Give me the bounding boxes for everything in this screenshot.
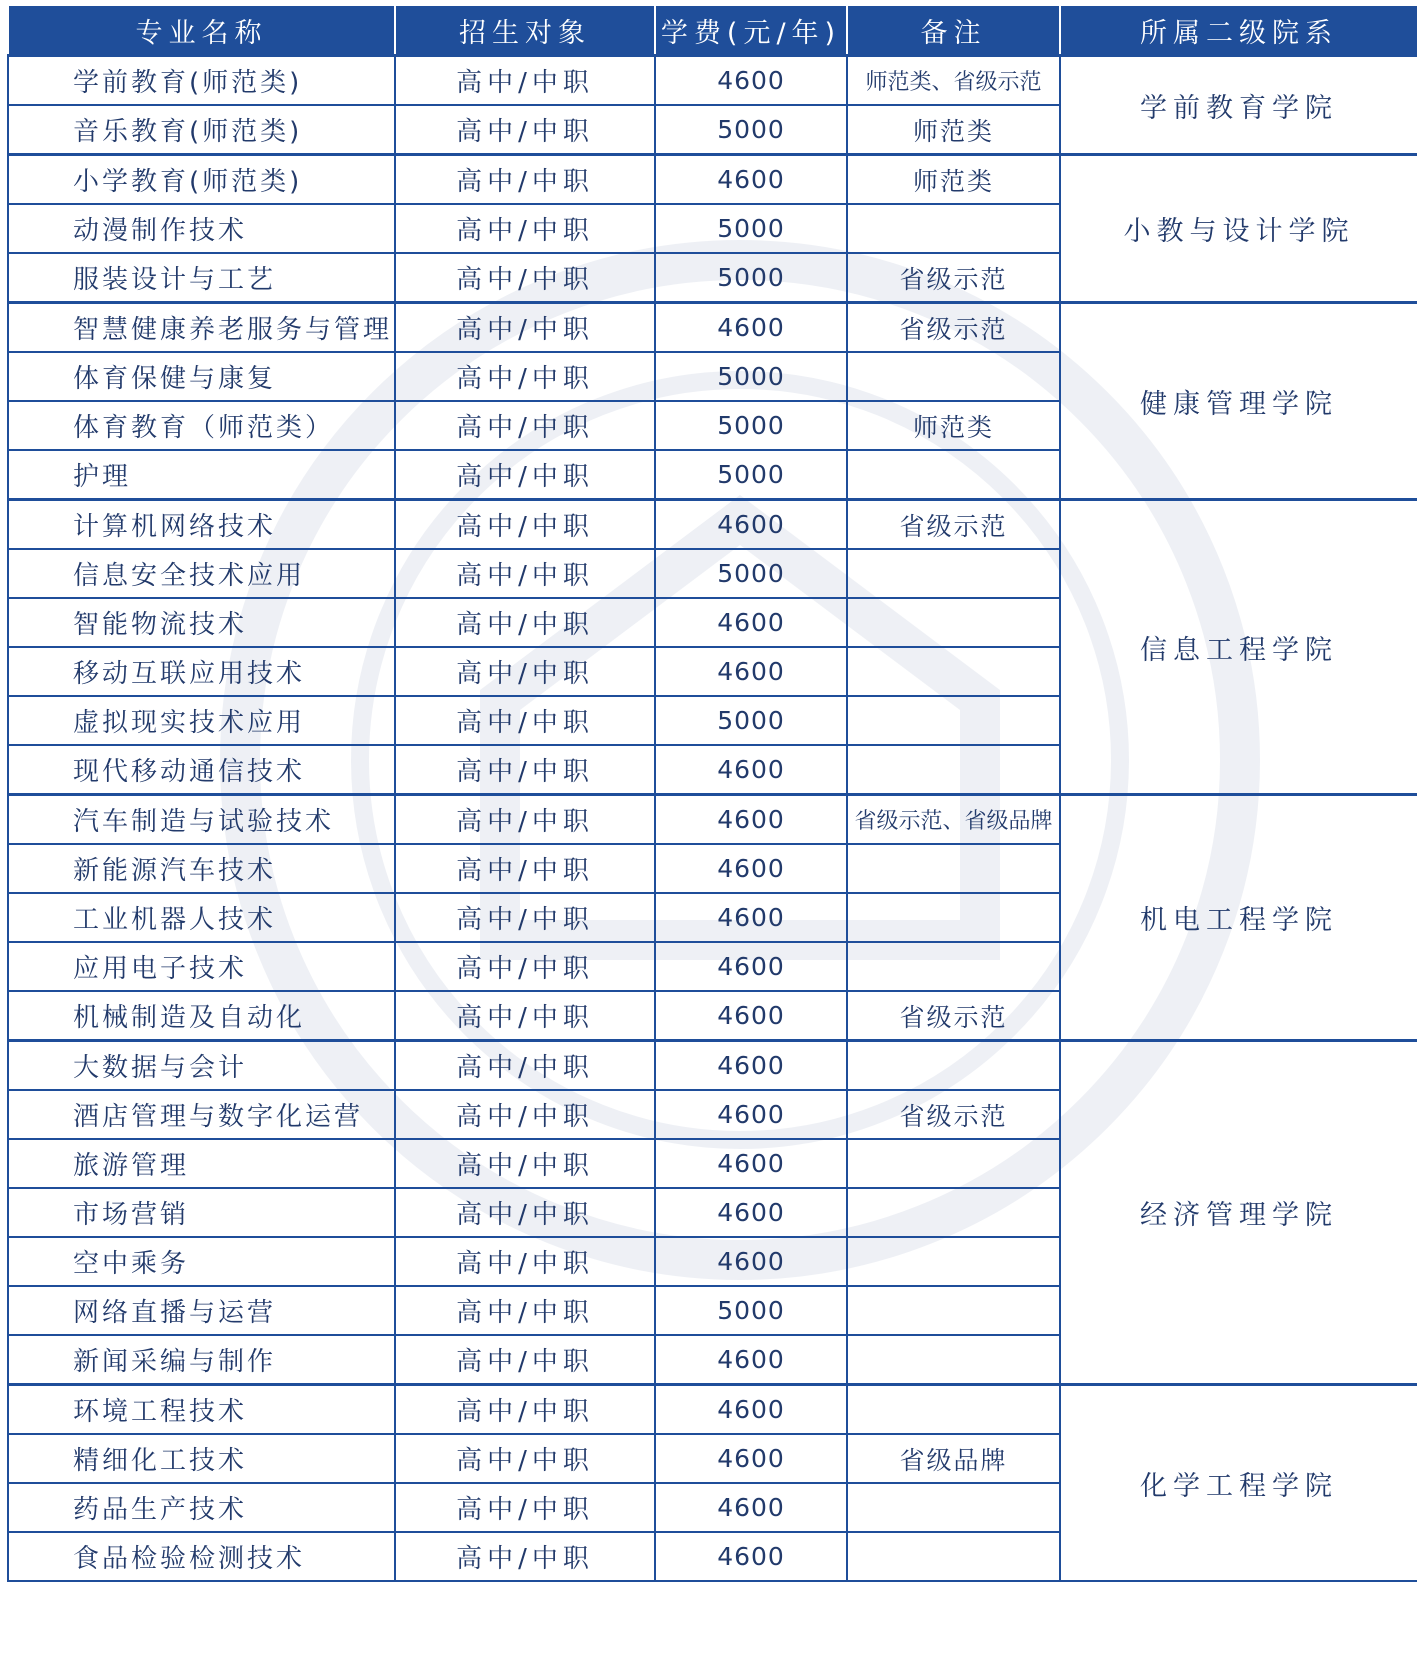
tuition-fee: 5000 [655, 549, 847, 598]
enroll-target: 高中/中职 [395, 401, 655, 450]
note [847, 1139, 1060, 1188]
enroll-target: 高中/中职 [395, 647, 655, 696]
note [847, 352, 1060, 401]
tuition-fee: 4600 [655, 795, 847, 845]
tuition-fee: 5000 [655, 105, 847, 155]
enroll-target: 高中/中职 [395, 1090, 655, 1139]
tuition-fee: 4600 [655, 1385, 847, 1435]
enroll-target: 高中/中职 [395, 991, 655, 1041]
major-name: 精细化工技术 [8, 1434, 395, 1483]
enroll-target: 高中/中职 [395, 696, 655, 745]
enroll-target: 高中/中职 [395, 1385, 655, 1435]
tuition-fee: 5000 [655, 204, 847, 253]
enroll-target: 高中/中职 [395, 56, 655, 106]
enroll-target: 高中/中职 [395, 745, 655, 795]
note: 省级示范 [847, 1090, 1060, 1139]
table-row [8, 1385, 1417, 1435]
tuition-fee: 5000 [655, 450, 847, 500]
major-name: 动漫制作技术 [8, 204, 395, 253]
tuition-fee: 4600 [655, 303, 847, 353]
enroll-target: 高中/中职 [395, 1041, 655, 1091]
major-name: 新能源汽车技术 [8, 844, 395, 893]
major-name: 应用电子技术 [8, 942, 395, 991]
major-name: 移动互联应用技术 [8, 647, 395, 696]
note [847, 1286, 1060, 1335]
enroll-target: 高中/中职 [395, 1532, 655, 1581]
note [847, 942, 1060, 991]
enroll-target: 高中/中职 [395, 1139, 655, 1188]
enroll-target: 高中/中职 [395, 105, 655, 155]
major-name: 旅游管理 [8, 1139, 395, 1188]
major-name: 音乐教育(师范类) [8, 105, 395, 155]
department: 学前教育学院 [1060, 56, 1417, 155]
major-name: 护理 [8, 450, 395, 500]
tuition-fee: 4600 [655, 745, 847, 795]
major-name: 市场营销 [8, 1188, 395, 1237]
major-name: 智慧健康养老服务与管理 [8, 303, 395, 353]
header-dept: 所属二级院系 [1060, 5, 1417, 56]
tuition-fee: 4600 [655, 1090, 847, 1139]
note [847, 647, 1060, 696]
major-name: 新闻采编与制作 [8, 1335, 395, 1385]
major-name: 机械制造及自动化 [8, 991, 395, 1041]
tuition-fee: 4600 [655, 500, 847, 550]
header-note: 备注 [847, 5, 1060, 56]
table-row [8, 155, 1417, 205]
department: 小教与设计学院 [1060, 155, 1417, 303]
enroll-target: 高中/中职 [395, 1286, 655, 1335]
enroll-target: 高中/中职 [395, 204, 655, 253]
enroll-target: 高中/中职 [395, 893, 655, 942]
note [847, 1483, 1060, 1532]
department: 化学工程学院 [1060, 1385, 1417, 1582]
major-name: 空中乘务 [8, 1237, 395, 1286]
note [847, 1188, 1060, 1237]
note: 省级品牌 [847, 1434, 1060, 1483]
enroll-target: 高中/中职 [395, 1237, 655, 1286]
enroll-target: 高中/中职 [395, 598, 655, 647]
enroll-target: 高中/中职 [395, 1483, 655, 1532]
tuition-fee: 4600 [655, 155, 847, 205]
tuition-fee: 4600 [655, 893, 847, 942]
note [847, 204, 1060, 253]
department: 机电工程学院 [1060, 795, 1417, 1041]
major-name: 汽车制造与试验技术 [8, 795, 395, 845]
enroll-target: 高中/中职 [395, 549, 655, 598]
tuition-fee: 4600 [655, 1139, 847, 1188]
tuition-fee: 4600 [655, 942, 847, 991]
table-row [8, 56, 1417, 106]
note [847, 1385, 1060, 1435]
department: 经济管理学院 [1060, 1041, 1417, 1385]
tuition-fee: 4600 [655, 1335, 847, 1385]
header-row [8, 5, 1417, 56]
table-row [8, 303, 1417, 353]
enroll-target: 高中/中职 [395, 1434, 655, 1483]
tuition-fee: 4600 [655, 1434, 847, 1483]
tuition-fee: 5000 [655, 253, 847, 303]
major-name: 体育教育（师范类） [8, 401, 395, 450]
enroll-target: 高中/中职 [395, 450, 655, 500]
tuition-fee: 4600 [655, 647, 847, 696]
note: 省级示范 [847, 253, 1060, 303]
tuition-fee: 4600 [655, 1188, 847, 1237]
note: 省级示范、省级品牌 [847, 795, 1060, 845]
tuition-fee: 5000 [655, 1286, 847, 1335]
tuition-fee: 5000 [655, 696, 847, 745]
enroll-target: 高中/中职 [395, 844, 655, 893]
tuition-fee: 4600 [655, 56, 847, 106]
majors-table-container [7, 4, 1417, 1650]
note [847, 696, 1060, 745]
enroll-target: 高中/中职 [395, 155, 655, 205]
major-name: 智能物流技术 [8, 598, 395, 647]
table-row [8, 1041, 1417, 1091]
tuition-fee: 4600 [655, 844, 847, 893]
table-row [8, 500, 1417, 550]
enroll-target: 高中/中职 [395, 1188, 655, 1237]
major-name: 食品检验检测技术 [8, 1532, 395, 1581]
major-name: 网络直播与运营 [8, 1286, 395, 1335]
note [847, 844, 1060, 893]
header-target: 招生对象 [395, 5, 655, 56]
department: 健康管理学院 [1060, 303, 1417, 500]
table-row [8, 795, 1417, 845]
tuition-fee: 4600 [655, 1532, 847, 1581]
note: 省级示范 [847, 991, 1060, 1041]
major-name: 工业机器人技术 [8, 893, 395, 942]
header-fee: 学费(元/年) [655, 5, 847, 56]
major-name: 虚拟现实技术应用 [8, 696, 395, 745]
note [847, 1041, 1060, 1091]
department: 信息工程学院 [1060, 500, 1417, 795]
tuition-fee: 5000 [655, 401, 847, 450]
note [847, 745, 1060, 795]
enroll-target: 高中/中职 [395, 352, 655, 401]
enroll-target: 高中/中职 [395, 795, 655, 845]
major-name: 酒店管理与数字化运营 [8, 1090, 395, 1139]
note: 省级示范 [847, 500, 1060, 550]
note [847, 893, 1060, 942]
major-name: 药品生产技术 [8, 1483, 395, 1532]
note [847, 1532, 1060, 1581]
tuition-fee: 5000 [655, 352, 847, 401]
tuition-fee: 4600 [655, 1041, 847, 1091]
tuition-fee: 4600 [655, 991, 847, 1041]
note: 师范类、省级示范 [847, 56, 1060, 106]
major-name: 小学教育(师范类) [8, 155, 395, 205]
note [847, 450, 1060, 500]
note [847, 1335, 1060, 1385]
major-name: 体育保健与康复 [8, 352, 395, 401]
major-name: 服装设计与工艺 [8, 253, 395, 303]
major-name: 大数据与会计 [8, 1041, 395, 1091]
note [847, 598, 1060, 647]
enroll-target: 高中/中职 [395, 253, 655, 303]
note: 师范类 [847, 401, 1060, 450]
major-name: 计算机网络技术 [8, 500, 395, 550]
tuition-fee: 4600 [655, 1237, 847, 1286]
major-name: 学前教育(师范类) [8, 56, 395, 106]
note: 省级示范 [847, 303, 1060, 353]
major-name: 现代移动通信技术 [8, 745, 395, 795]
enroll-target: 高中/中职 [395, 500, 655, 550]
note [847, 1237, 1060, 1286]
enroll-target: 高中/中职 [395, 303, 655, 353]
note [847, 549, 1060, 598]
major-name: 信息安全技术应用 [8, 549, 395, 598]
tuition-fee: 4600 [655, 1483, 847, 1532]
major-name: 环境工程技术 [8, 1385, 395, 1435]
note: 师范类 [847, 105, 1060, 155]
enroll-target: 高中/中职 [395, 942, 655, 991]
tuition-fee: 4600 [655, 598, 847, 647]
note: 师范类 [847, 155, 1060, 205]
header-name: 专业名称 [8, 5, 395, 56]
enroll-target: 高中/中职 [395, 1335, 655, 1385]
majors-table [7, 4, 1417, 1582]
